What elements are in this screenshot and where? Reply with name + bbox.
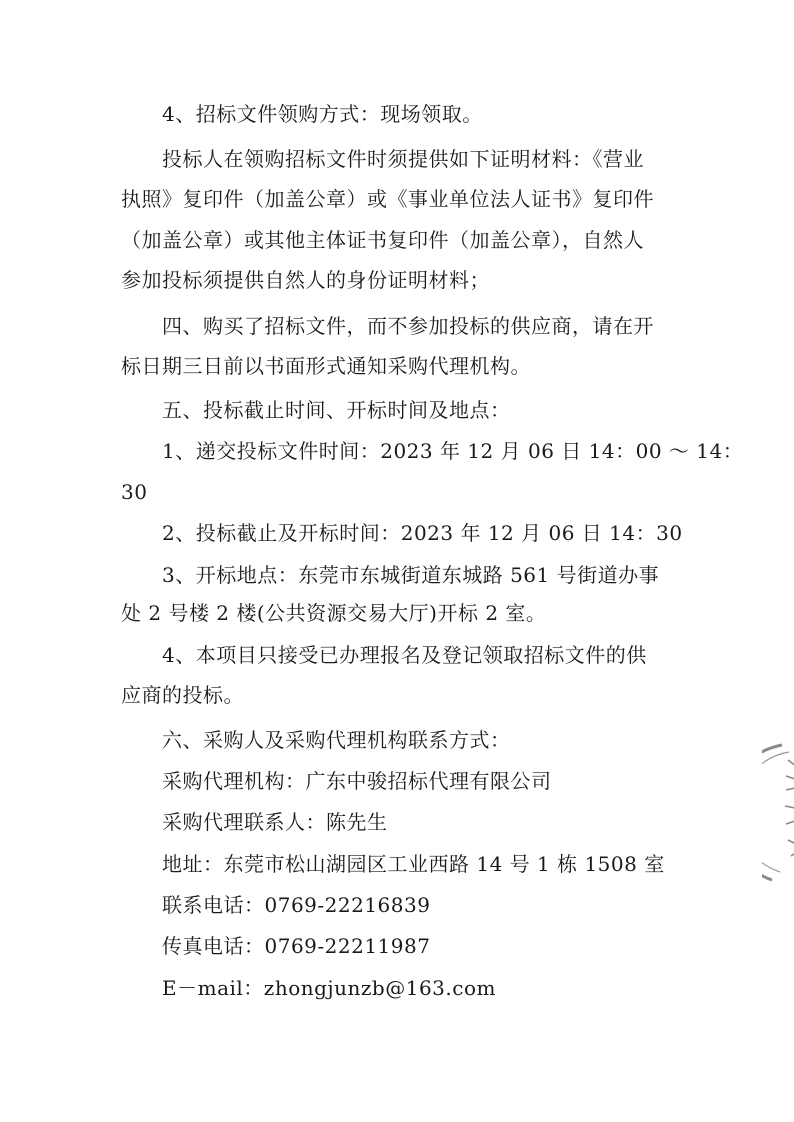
- text-line: 3、开标地点：东莞市东城街道东城路 561 号街道办事: [162, 563, 660, 587]
- text-line: 执照》复印件（加盖公章）或《事业单位法人证书》复印件: [121, 187, 654, 211]
- text-line: 采购代理联系人：陈先生: [162, 810, 388, 834]
- text-line: 地址：东莞市松山湖园区工业西路 14 号 1 栋 1508 室: [162, 852, 665, 876]
- seal-stamp-icon: [762, 740, 794, 890]
- text-line: 传真电话：0769-22211987: [162, 934, 431, 958]
- text-line: 投标人在领购招标文件时须提供如下证明材料：《营业: [162, 147, 644, 171]
- text-line: E－mail：zhongjunzb@163.com: [162, 976, 496, 1000]
- text-line: 标日期三日前以书面形式通知采购代理机构。: [121, 354, 531, 378]
- text-line: 四、购买了招标文件，而不参加投标的供应商，请在开: [162, 314, 654, 338]
- text-line: 五、投标截止时间、开标时间及地点：: [162, 398, 511, 422]
- text-line: 应商的投标。: [121, 683, 244, 707]
- text-line: 2、投标截止及开标时间：2023 年 12 月 06 日 14：30: [162, 521, 683, 545]
- text-line: 处 2 号楼 2 楼(公共资源交易大厅)开标 2 室。: [121, 601, 547, 625]
- text-line: （加盖公章）或其他主体证书复印件（加盖公章），自然人: [121, 228, 644, 252]
- text-line: 4、招标文件领购方式：现场领取。: [162, 102, 483, 126]
- text-line: 30: [121, 480, 148, 504]
- text-line: 4、本项目只接受已办理报名及登记领取招标文件的供: [162, 643, 647, 667]
- text-line: 联系电话：0769-22216839: [162, 893, 431, 917]
- text-line: 1、递交投标文件时间：2023 年 12 月 06 日 14：00 ～ 14：: [162, 439, 744, 463]
- text-line: 参加投标须提供自然人的身份证明材料；: [121, 268, 490, 292]
- text-line: 采购代理机构：广东中骏招标代理有限公司: [162, 769, 552, 793]
- text-line: 六、采购人及采购代理机构联系方式：: [162, 728, 511, 752]
